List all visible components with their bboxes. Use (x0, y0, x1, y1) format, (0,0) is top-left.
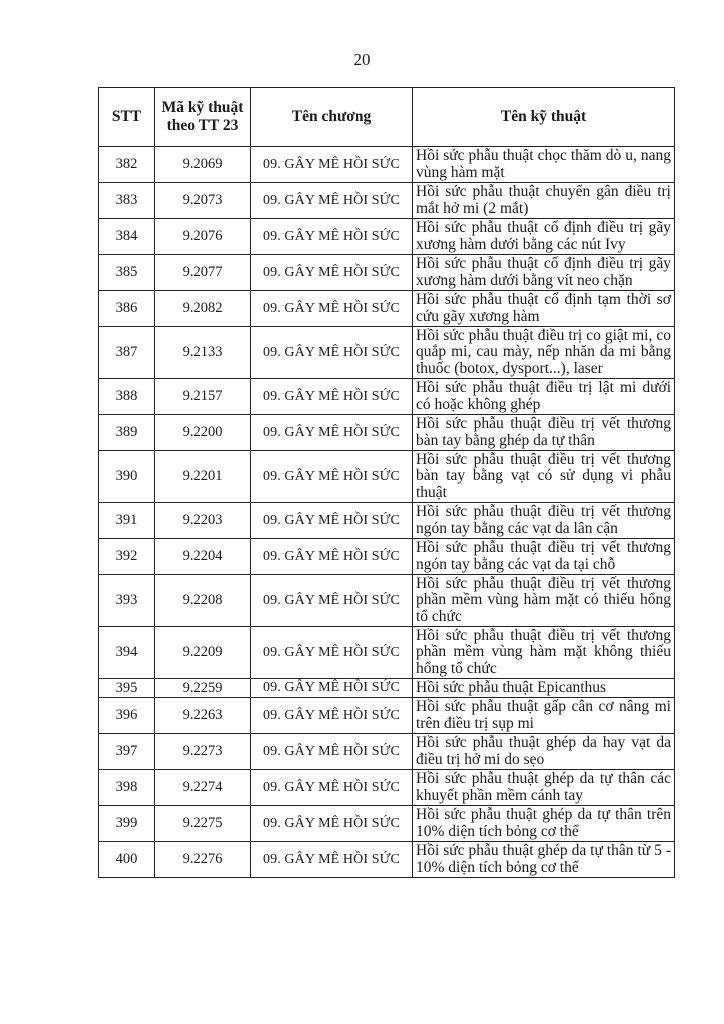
cell-code: 9.2201 (155, 451, 251, 503)
cell-code: 9.2204 (155, 539, 251, 575)
table-row (99, 806, 675, 842)
table-row (99, 379, 675, 415)
cell-chapter: 09. GÂY MÊ HỒI SỨC (251, 415, 413, 451)
table-row (99, 291, 675, 327)
cell-technique: Hồi sức phẫu thuật Epicanthus (413, 679, 675, 698)
header-technique: Tên kỹ thuật (413, 88, 675, 147)
header-chapter: Tên chương (251, 88, 413, 147)
header-stt: STT (99, 88, 155, 147)
table-row (99, 734, 675, 770)
cell-technique: Hồi sức phẫu thuật cố định tạm thời sơ cứu gãy xương hàm (413, 291, 675, 327)
cell-code: 9.2208 (155, 575, 251, 627)
table-row (99, 575, 675, 627)
cell-stt: 390 (99, 451, 155, 503)
table-row (99, 219, 675, 255)
cell-code: 9.2157 (155, 379, 251, 415)
cell-stt: 385 (99, 255, 155, 291)
cell-technique: Hồi sức phẫu thuật ghép da tự thân trên 10% diện tích bỏng cơ thể (413, 806, 675, 842)
cell-chapter: 09. GÂY MÊ HỒI SỨC (251, 770, 413, 806)
cell-code: 9.2259 (155, 679, 251, 698)
cell-chapter: 09. GÂY MÊ HỒI SỨC (251, 291, 413, 327)
cell-stt: 391 (99, 503, 155, 539)
cell-technique: Hồi sức phẫu thuật gấp cân cơ nâng mi trên điều trị sụp mi (413, 698, 675, 734)
cell-technique: Hồi sức phẫu thuật điều trị vết thương ngón tay bằng các vạt da tại chỗ (413, 539, 675, 575)
cell-chapter: 09. GÂY MÊ HỒI SỨC (251, 451, 413, 503)
table-row (99, 842, 675, 878)
cell-stt: 382 (99, 147, 155, 183)
cell-code: 9.2209 (155, 627, 251, 679)
cell-technique: Hồi sức phẫu thuật ghép da tự thân từ 5 - 10% diện tích bỏng cơ thể (413, 842, 675, 878)
technique-table (98, 87, 675, 878)
cell-code: 9.2276 (155, 842, 251, 878)
table-row (99, 147, 675, 183)
cell-stt: 396 (99, 698, 155, 734)
table-row (99, 255, 675, 291)
cell-chapter: 09. GÂY MÊ HỒI SỨC (251, 503, 413, 539)
table-row (99, 698, 675, 734)
cell-technique: Hồi sức phẫu thuật ghép da hay vạt da điều trị hở mi do sẹo (413, 734, 675, 770)
cell-chapter: 09. GÂY MÊ HỒI SỨC (251, 679, 413, 698)
cell-technique: Hồi sức phẫu thuật điều trị vết thương bàn tay bằng ghép da tự thân (413, 415, 675, 451)
cell-code: 9.2274 (155, 770, 251, 806)
page-number: 20 (353, 50, 371, 69)
cell-code: 9.2203 (155, 503, 251, 539)
cell-chapter: 09. GÂY MÊ HỒI SỨC (251, 806, 413, 842)
cell-technique: Hồi sức phẫu thuật cố định điều trị gãy xương hàm dưới bằng các nút Ivy (413, 219, 675, 255)
cell-stt: 384 (99, 219, 155, 255)
cell-code: 9.2133 (155, 327, 251, 379)
cell-chapter: 09. GÂY MÊ HỒI SỨC (251, 698, 413, 734)
cell-code: 9.2082 (155, 291, 251, 327)
cell-code: 9.2069 (155, 147, 251, 183)
table-header-row (99, 88, 675, 147)
table-row (99, 679, 675, 698)
cell-chapter: 09. GÂY MÊ HỒI SỨC (251, 147, 413, 183)
cell-chapter: 09. GÂY MÊ HỒI SỨC (251, 842, 413, 878)
table-row (99, 451, 675, 503)
cell-stt: 383 (99, 183, 155, 219)
cell-technique: Hồi sức phẫu thuật cố định điều trị gãy xương hàm dưới bằng vít neo chặn (413, 255, 675, 291)
table-row (99, 327, 675, 379)
cell-code: 9.2273 (155, 734, 251, 770)
cell-chapter: 09. GÂY MÊ HỒI SỨC (251, 183, 413, 219)
cell-technique: Hồi sức phẫu thuật điều trị vết thương bàn tay bằng vạt có sử dụng vi phẫu thuật (413, 451, 675, 503)
cell-stt: 393 (99, 575, 155, 627)
table-row (99, 183, 675, 219)
cell-chapter: 09. GÂY MÊ HỒI SỨC (251, 627, 413, 679)
cell-stt: 397 (99, 734, 155, 770)
cell-chapter: 09. GÂY MÊ HỒI SỨC (251, 219, 413, 255)
cell-code: 9.2275 (155, 806, 251, 842)
cell-chapter: 09. GÂY MÊ HỒI SỨC (251, 734, 413, 770)
cell-chapter: 09. GÂY MÊ HỒI SỨC (251, 539, 413, 575)
cell-chapter: 09. GÂY MÊ HỒI SỨC (251, 327, 413, 379)
cell-stt: 395 (99, 679, 155, 698)
table-row (99, 503, 675, 539)
cell-stt: 399 (99, 806, 155, 842)
cell-technique: Hồi sức phẫu thuật chọc thăm dò u, nang vùng hàm mặt (413, 147, 675, 183)
cell-stt: 389 (99, 415, 155, 451)
cell-technique: Hồi sức phẫu thuật ghép da tự thân các khuyết phần mềm cánh tay (413, 770, 675, 806)
cell-technique: Hồi sức phẫu thuật điều trị vết thương phần mềm vùng hàm mặt có thiếu hổng tổ chức (413, 575, 675, 627)
cell-stt: 386 (99, 291, 155, 327)
cell-code: 9.2076 (155, 219, 251, 255)
cell-technique: Hồi sức phẫu thuật điều trị co giật mi, co quắp mi, cau mày, nếp nhăn da mi bằng thuốc (botox, dysport...), laser (413, 327, 675, 379)
table-row (99, 627, 675, 679)
table-row (99, 539, 675, 575)
cell-stt: 398 (99, 770, 155, 806)
cell-stt: 388 (99, 379, 155, 415)
cell-code: 9.2200 (155, 415, 251, 451)
cell-chapter: 09. GÂY MÊ HỒI SỨC (251, 379, 413, 415)
cell-stt: 394 (99, 627, 155, 679)
cell-stt: 392 (99, 539, 155, 575)
header-code: Mã kỹ thuật theo TT 23 (155, 88, 251, 147)
cell-chapter: 09. GÂY MÊ HỒI SỨC (251, 255, 413, 291)
cell-technique: Hồi sức phẫu thuật điều trị vết thương phần mềm vùng hàm mặt không thiếu hổng tổ chức (413, 627, 675, 679)
cell-code: 9.2073 (155, 183, 251, 219)
cell-technique: Hồi sức phẫu thuật chuyển gân điều trị mắt hở mi (2 mắt) (413, 183, 675, 219)
cell-chapter: 09. GÂY MÊ HỒI SỨC (251, 575, 413, 627)
table-row (99, 415, 675, 451)
cell-stt: 400 (99, 842, 155, 878)
cell-code: 9.2077 (155, 255, 251, 291)
cell-stt: 387 (99, 327, 155, 379)
cell-technique: Hồi sức phẫu thuật điều trị lật mi dưới có hoặc không ghép (413, 379, 675, 415)
table-row (99, 770, 675, 806)
cell-technique: Hồi sức phẫu thuật điều trị vết thương ngón tay bằng các vạt da lân cận (413, 503, 675, 539)
cell-code: 9.2263 (155, 698, 251, 734)
